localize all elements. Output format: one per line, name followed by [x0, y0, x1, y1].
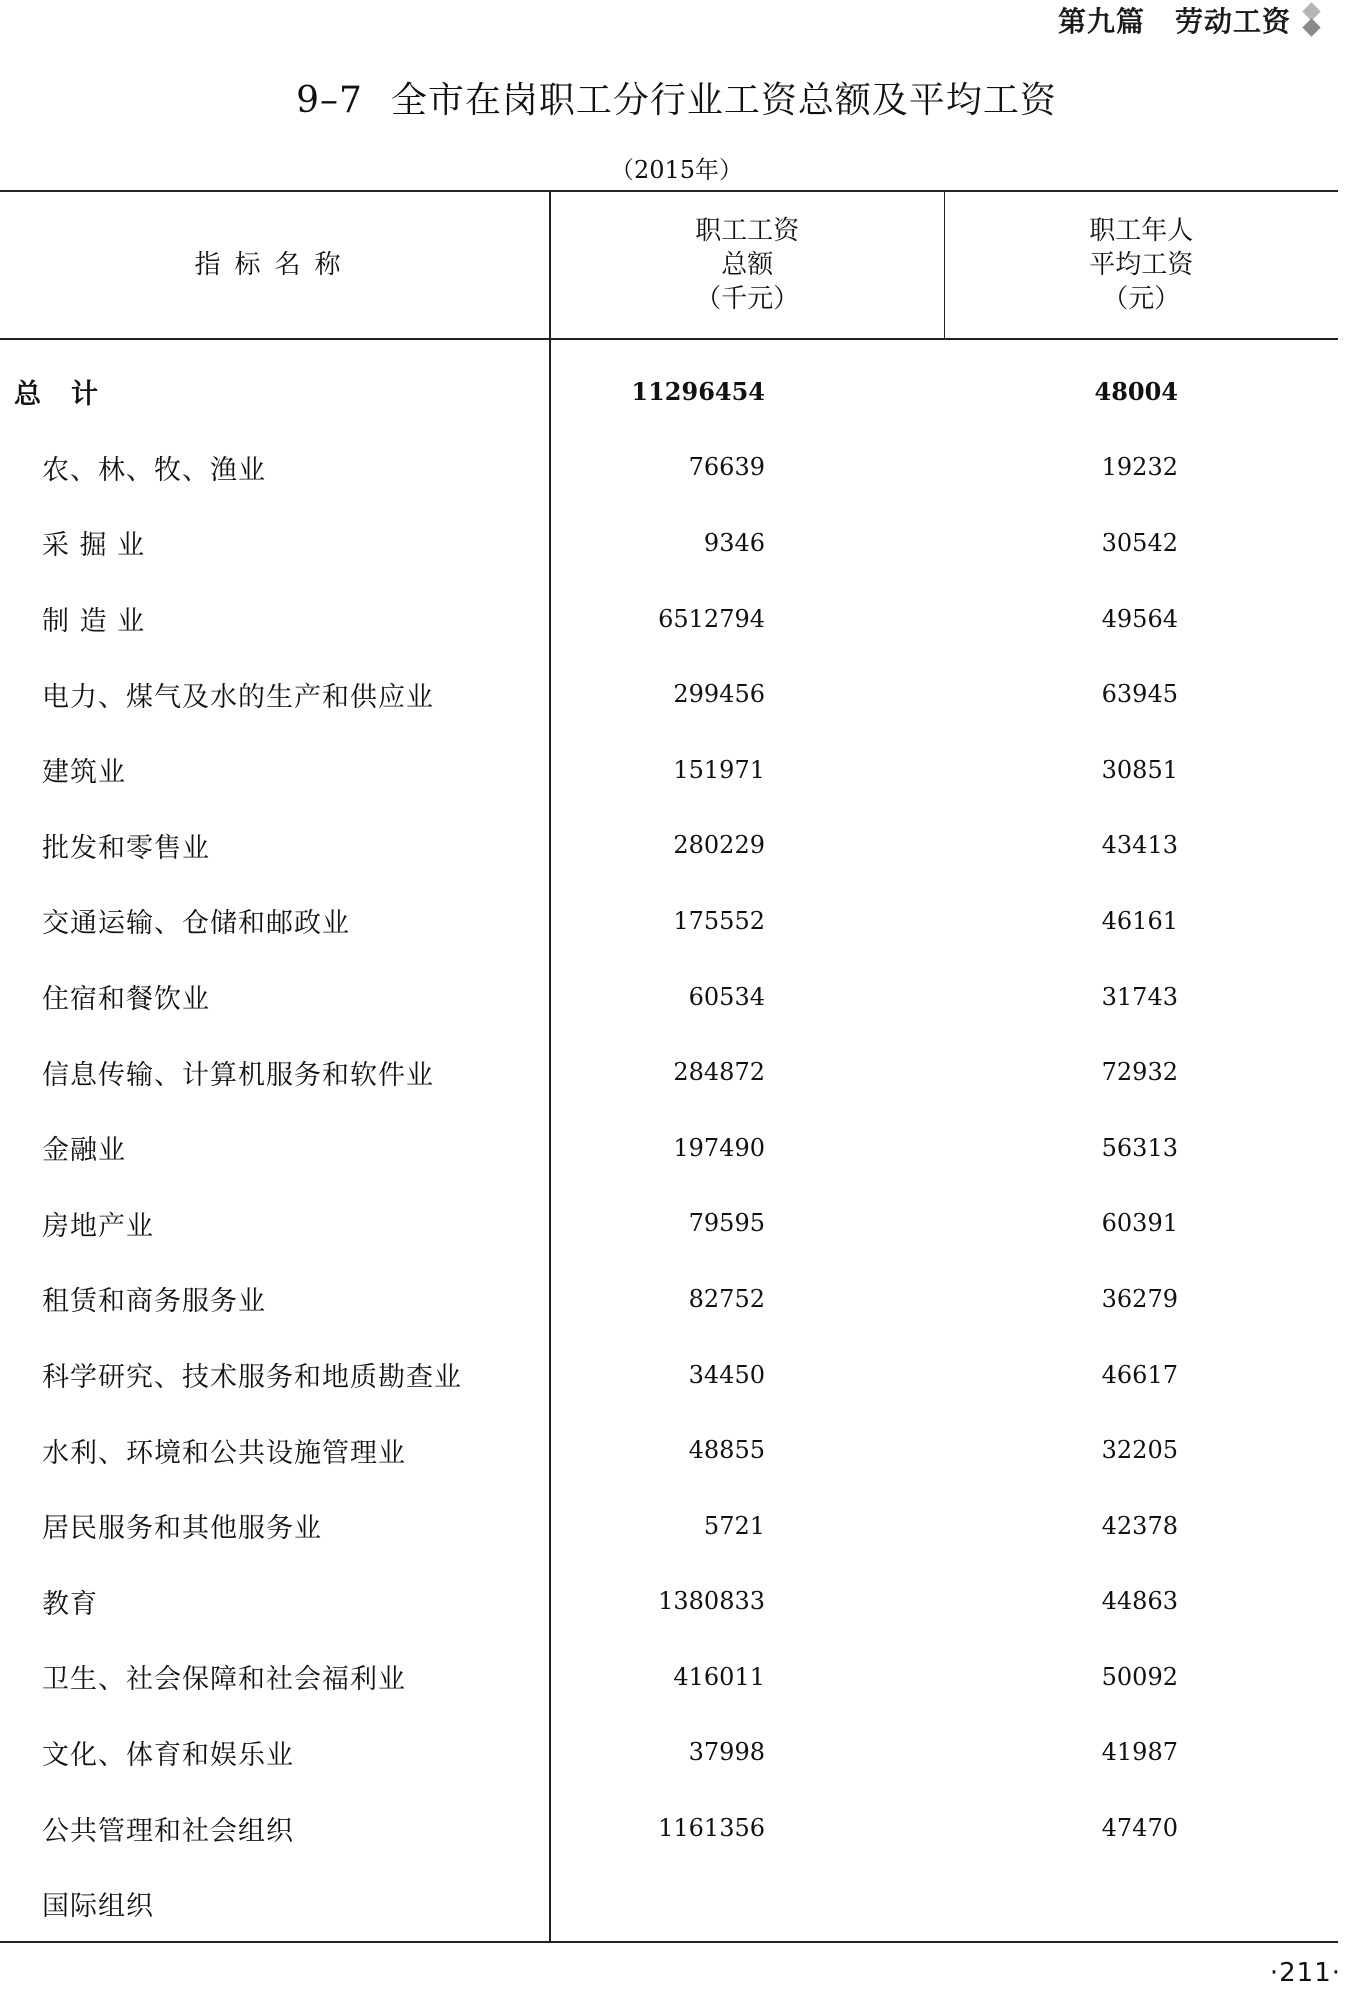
row-avg-wage: 19232: [1101, 453, 1178, 482]
row-total-wage: 416011: [550, 1639, 944, 1715]
row-total-wage: 1161356: [550, 1790, 944, 1866]
row-name: 电力、煤气及水的生产和供应业: [42, 681, 434, 713]
header-total-wage-line-1: 职工工资: [695, 216, 800, 246]
table-row-total: [0, 339, 1338, 430]
table-row: [0, 808, 1338, 884]
row-avg-wage: 42378: [1101, 1511, 1178, 1540]
row-avg-wage: 50092: [1101, 1662, 1178, 1691]
header-total-wage: [550, 191, 944, 339]
header-total-wage-line-2: 总额: [721, 250, 774, 280]
row-avg-wage: 44863: [1101, 1587, 1178, 1616]
wage-table: [0, 190, 1338, 1943]
row-name: 制 造 业: [42, 606, 146, 638]
row-avg-wage: [944, 1866, 1338, 1943]
table-row: [0, 732, 1338, 808]
row-total-wage: 34450: [550, 1337, 944, 1413]
row-avg-wage: 32205: [1101, 1436, 1178, 1465]
row-name: 建筑业: [42, 757, 126, 789]
row-total-wage: 299456: [550, 656, 944, 732]
row-name: 总计: [14, 379, 128, 411]
row-avg-wage: 30851: [1101, 755, 1178, 784]
table-header-row: [0, 191, 1338, 339]
table-row: [0, 1034, 1338, 1110]
table-row: [0, 505, 1338, 581]
row-avg-wage: 41987: [1101, 1738, 1178, 1767]
table-row: [0, 1790, 1338, 1866]
row-name: 信息传输、计算机服务和软件业: [42, 1059, 434, 1091]
table-row: [0, 430, 1338, 506]
header-indicator: 指标名称: [0, 191, 550, 339]
row-total-wage: 151971: [550, 732, 944, 808]
row-avg-wage: 46617: [1101, 1360, 1178, 1389]
header-avg-wage: [944, 191, 1338, 339]
row-total-wage: 79595: [550, 1186, 944, 1262]
table-row: [0, 1412, 1338, 1488]
table-row: [0, 1186, 1338, 1262]
table-number: 9–7: [296, 80, 363, 121]
row-name: 住宿和餐饮业: [42, 984, 210, 1016]
table-row: [0, 1337, 1338, 1413]
row-name: 水利、环境和公共设施管理业: [42, 1437, 406, 1469]
row-total-wage: 1380833: [550, 1564, 944, 1640]
table-row: [0, 1715, 1338, 1791]
part-label: 第九篇: [1057, 5, 1145, 38]
row-avg-wage: 60391: [1101, 1209, 1178, 1238]
row-avg-wage: 30542: [1101, 528, 1178, 557]
row-name: 批发和零售业: [42, 832, 210, 864]
row-avg-wage: 63945: [1101, 680, 1178, 709]
table-row: [0, 1110, 1338, 1186]
row-total-wage: 9346: [550, 505, 944, 581]
page-number: ·211·: [1269, 1958, 1341, 1988]
row-name: 科学研究、技术服务和地质勘查业: [42, 1362, 462, 1394]
row-total-wage: 175552: [550, 883, 944, 959]
row-total-wage: 37998: [550, 1715, 944, 1791]
table-row: [0, 1488, 1338, 1564]
row-total-wage: 280229: [550, 808, 944, 884]
row-total-wage: 197490: [550, 1110, 944, 1186]
row-name: 卫生、社会保障和社会福利业: [42, 1664, 406, 1696]
table-row: [0, 656, 1338, 732]
row-name: 教育: [42, 1588, 98, 1620]
row-total-wage: 11296454: [550, 339, 944, 430]
row-name: 公共管理和社会组织: [42, 1815, 294, 1847]
chapter-label: 劳动工资: [1174, 5, 1291, 38]
row-name: 农、林、牧、渔业: [42, 454, 266, 486]
header-avg-wage-line-3: （元）: [1102, 284, 1181, 314]
row-avg-wage: 31743: [1101, 982, 1178, 1011]
row-avg-wage: 56313: [1101, 1133, 1178, 1162]
row-total-wage: 82752: [550, 1261, 944, 1337]
table-row: [0, 959, 1338, 1035]
row-total-wage: [550, 1866, 944, 1943]
row-avg-wage: 48004: [1094, 377, 1178, 407]
table-title-text: 全市在岗职工分行业工资总额及平均工资: [390, 80, 1057, 121]
row-avg-wage: 36279: [1101, 1284, 1178, 1313]
row-total-wage: 6512794: [550, 581, 944, 657]
row-avg-wage: 43413: [1101, 831, 1178, 860]
row-avg-wage: 49564: [1101, 604, 1178, 633]
header-avg-wage-line-1: 职工年人: [1089, 216, 1194, 246]
row-name: 金融业: [42, 1135, 126, 1167]
header-total-wage-line-3: （千元）: [695, 284, 800, 314]
row-total-wage: 48855: [550, 1412, 944, 1488]
row-total-wage: 76639: [550, 430, 944, 506]
row-name: 文化、体育和娱乐业: [42, 1739, 294, 1771]
table-row: [0, 1261, 1338, 1337]
row-total-wage: 284872: [550, 1034, 944, 1110]
row-total-wage: 60534: [550, 959, 944, 1035]
row-name: 租赁和商务服务业: [42, 1286, 266, 1318]
row-avg-wage: 72932: [1101, 1058, 1178, 1087]
row-avg-wage: 47470: [1101, 1814, 1178, 1843]
table-row: [0, 1639, 1338, 1715]
row-name: 交通运输、仓储和邮政业: [42, 908, 350, 940]
table-subtitle: （2015年）: [609, 156, 744, 184]
running-header: [1058, 0, 1323, 40]
header-avg-wage-line-2: 平均工资: [1089, 250, 1194, 280]
table-row: [0, 883, 1338, 959]
table-row: [0, 1866, 1338, 1943]
row-name: 采 掘 业: [42, 530, 146, 562]
row-name: 国际组织: [0, 1866, 550, 1943]
row-total-wage: 5721: [550, 1488, 944, 1564]
row-avg-wage: 46161: [1101, 906, 1178, 935]
diamond-ornament-icon: [1301, 1, 1323, 39]
row-name: 居民服务和其他服务业: [42, 1513, 322, 1545]
table-title: [0, 72, 1353, 123]
table-row: [0, 581, 1338, 657]
row-name: 房地产业: [42, 1210, 154, 1242]
table-row: [0, 1564, 1338, 1640]
